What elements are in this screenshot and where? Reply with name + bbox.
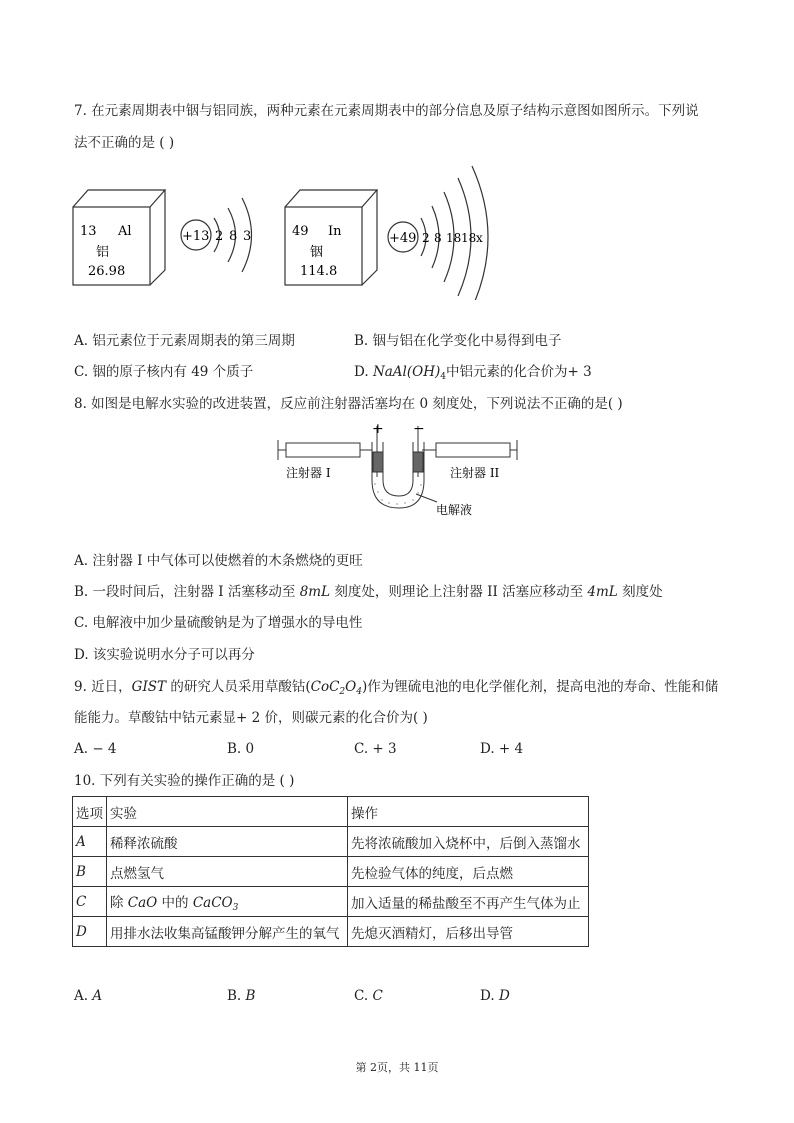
q9-stem-line1: 9. 近日，GIST 的研究人员采用草酸钴$(CoC_2O_4)$作为锂硫电池的电化学催化剂，提高电池的寿命、性能和储 — [74, 679, 719, 697]
in-symbol: In — [328, 224, 342, 239]
q10-option-a: A. A — [74, 988, 103, 1004]
row-experiment: 稀释浓硫酸 — [107, 827, 348, 857]
syringe-1-label: 注射器 I — [286, 466, 331, 480]
q7-option-b: B. 铟与铝在化学变化中易得到电子 — [354, 333, 562, 349]
row-key: B — [73, 857, 107, 887]
q10-stem: 10. 下列有关实验的操作正确的是 ( ) — [74, 773, 295, 789]
table-row — [73, 917, 589, 947]
electrolyte-fill — [374, 483, 422, 505]
q9-option-a: A. − 4 — [74, 741, 117, 757]
in-nucleus-charge: +49 — [389, 231, 417, 246]
anode-sign: + — [372, 422, 384, 437]
row-key: D — [73, 917, 107, 947]
q8-option-c: C. 电解液中加少量硫酸钠是为了增强水的导电性 — [74, 615, 363, 631]
al-symbol: Al — [118, 224, 132, 239]
q8-stem: 8. 如图是电解水实验的改进装置，反应前注射器活塞均在 0 刻度处，下列说法不正确的是( ) — [74, 396, 623, 412]
al-mass: 26.98 — [88, 264, 126, 279]
in-name: 铟 — [310, 245, 324, 260]
row-operation: 加入适量的稀盐酸至不再产生气体为止 — [348, 887, 589, 917]
row-key: A — [73, 827, 107, 857]
q10-option-d: D. D — [480, 988, 510, 1004]
header-experiment: 实验 — [107, 797, 348, 827]
q9-stem-line2: 能能力。草酸钴中钴元素显+ 2 价，则碳元素的化合价为( ) — [74, 710, 428, 726]
header-option: 选项 — [73, 797, 107, 827]
syringe-2-label: 注射器 II — [450, 466, 500, 480]
electrolyte-label: 电解液 — [436, 503, 473, 517]
row-key: C — [73, 887, 107, 917]
table-row — [73, 857, 589, 887]
q7-stem-line1: 7. 在元素周期表中铟与铝同族，两种元素在元素周期表中的部分信息及原子结构示意图如图所示。下列说 — [74, 103, 699, 119]
row-operation: 先检验气体的纯度，后点燃 — [348, 857, 589, 887]
table-row — [73, 827, 589, 857]
in-shell-5: x — [476, 231, 483, 245]
cathode-sign: − — [413, 422, 425, 437]
al-nucleus-charge: +13 — [182, 229, 210, 244]
table-header-row — [73, 797, 589, 827]
page-footer: 第 2页，共 11页 — [355, 1061, 439, 1074]
in-atomic-number: 49 — [292, 224, 309, 239]
q8-electrolysis-figure — [272, 422, 522, 522]
al-shell-3: 3 — [243, 229, 252, 244]
table-row — [73, 887, 589, 917]
row-operation: 先将浓硫酸加入烧杯中，后倒入蒸馏水 — [348, 827, 589, 857]
header-operation: 操作 — [348, 797, 589, 827]
q8-option-a: A. 注射器 I 中气体可以使燃着的木条燃烧的更旺 — [74, 553, 363, 569]
q7-option-d: D. $NaAl(OH)_4$中铝元素的化合价为+ 3 — [354, 364, 592, 382]
in-shell-4: 18 — [461, 231, 477, 245]
q7-stem-line2: 法不正确的是 ( ) — [74, 135, 175, 151]
row-experiment: 除 CaO 中的 CaCO$_3$ — [107, 887, 348, 917]
al-atomic-number: 13 — [80, 224, 97, 239]
q9-option-b: B. 0 — [227, 741, 255, 757]
row-experiment: 点燃氢气 — [107, 857, 348, 887]
row-operation: 先熄灭酒精灯，后移出导管 — [348, 917, 589, 947]
in-shell-1: 2 — [422, 231, 430, 245]
in-shell-3: 18 — [446, 231, 462, 245]
al-shell-2: 8 — [229, 229, 238, 244]
q8-option-b: B. 一段时间后，注射器 I 活塞移动至 8mL 刻度处，则理论上注射器 II 活塞应移动至 4mL 刻度处 — [74, 584, 663, 600]
q10-options-table — [72, 796, 589, 947]
in-shell-2: 8 — [434, 231, 442, 245]
q7-element-figure — [60, 160, 510, 300]
al-shell-1: 2 — [215, 229, 224, 244]
al-name: 铝 — [96, 245, 110, 260]
row-experiment: 用排水法收集高锰酸钾分解产生的氧气 — [107, 917, 348, 947]
q9-option-d: D. + 4 — [480, 741, 524, 757]
q10-option-b: B. B — [227, 988, 256, 1004]
q9-option-c: C. + 3 — [354, 741, 397, 757]
in-mass: 114.8 — [300, 264, 338, 279]
q7-option-c: C. 铟的原子核内有 49 个质子 — [74, 364, 254, 380]
q7-option-a: A. 铝元素位于元素周期表的第三周期 — [74, 333, 295, 349]
q8-option-d: D. 该实验说明水分子可以再分 — [74, 647, 255, 663]
q10-option-c: C. C — [354, 988, 383, 1004]
